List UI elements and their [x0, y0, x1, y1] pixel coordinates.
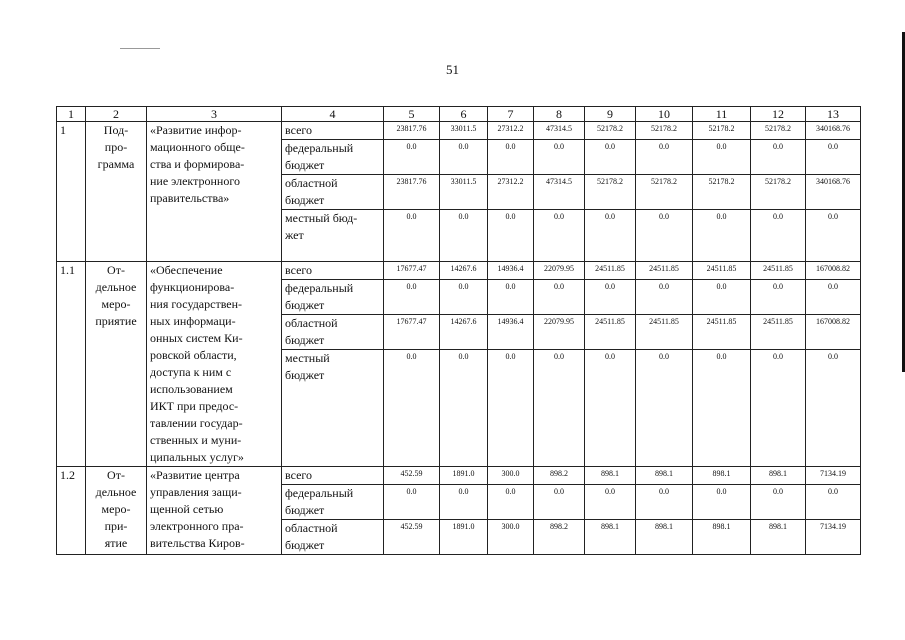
column-header: 3 — [147, 107, 282, 122]
table-row — [57, 262, 861, 280]
amount-cell: 24511.85 — [636, 315, 693, 350]
section-id: 1.2 — [57, 467, 86, 555]
amount-cell: 0.0 — [384, 350, 440, 467]
amount-cell: 0.0 — [693, 485, 751, 520]
amount-cell: 340168.76 — [806, 175, 861, 210]
amount-cell: 452.59 — [384, 467, 440, 485]
column-header: 13 — [806, 107, 861, 122]
amount-cell: 0.0 — [585, 140, 636, 175]
amount-cell: 0.0 — [534, 280, 585, 315]
amount-cell: 898.1 — [751, 520, 806, 555]
amount-cell: 898.2 — [534, 467, 585, 485]
budget-table — [56, 106, 861, 555]
amount-cell: 0.0 — [440, 485, 488, 520]
amount-cell: 167008.82 — [806, 315, 861, 350]
amount-cell: 0.0 — [440, 140, 488, 175]
funding-source-label: всего — [282, 467, 384, 485]
section-id: 1.1 — [57, 262, 86, 467]
amount-cell: 1891.0 — [440, 467, 488, 485]
amount-cell: 17677.47 — [384, 262, 440, 280]
amount-cell: 22079.95 — [534, 315, 585, 350]
amount-cell: 47314.5 — [534, 122, 585, 140]
amount-cell: 0.0 — [585, 350, 636, 467]
amount-cell: 300.0 — [488, 520, 534, 555]
funding-source-label: всего — [282, 122, 384, 140]
amount-cell: 52178.2 — [585, 122, 636, 140]
amount-cell: 452.59 — [384, 520, 440, 555]
amount-cell: 52178.2 — [585, 175, 636, 210]
column-header: 8 — [534, 107, 585, 122]
amount-cell: 0.0 — [693, 140, 751, 175]
amount-cell: 14936.4 — [488, 262, 534, 280]
funding-source-label: областной бюджет — [282, 175, 384, 210]
amount-cell: 898.1 — [751, 467, 806, 485]
amount-cell: 52178.2 — [636, 175, 693, 210]
amount-cell: 167008.82 — [806, 262, 861, 280]
amount-cell: 0.0 — [806, 140, 861, 175]
amount-cell: 0.0 — [384, 210, 440, 262]
amount-cell: 24511.85 — [585, 262, 636, 280]
amount-cell: 300.0 — [488, 467, 534, 485]
amount-cell: 0.0 — [806, 280, 861, 315]
funding-source-label: всего — [282, 262, 384, 280]
amount-cell: 0.0 — [488, 485, 534, 520]
amount-cell: 24511.85 — [751, 262, 806, 280]
amount-cell: 0.0 — [440, 280, 488, 315]
section-id: 1 — [57, 122, 86, 262]
amount-cell: 0.0 — [534, 485, 585, 520]
amount-cell: 898.1 — [693, 467, 751, 485]
section-type: Под- про- грамма — [86, 122, 147, 262]
amount-cell: 0.0 — [636, 210, 693, 262]
amount-cell: 24511.85 — [693, 262, 751, 280]
scan-mark — [120, 48, 160, 49]
section-title: «Обеспечение функционирова- ния государствен- ных информаци- онных систем Ки- ровской области, доступа к ним с использованием ИКТ при предос- тавлении государ- ственных и муни- ципальных услуг» — [147, 262, 282, 467]
amount-cell: 898.2 — [534, 520, 585, 555]
amount-cell: 17677.47 — [384, 315, 440, 350]
amount-cell: 24511.85 — [693, 315, 751, 350]
amount-cell: 33011.5 — [440, 175, 488, 210]
amount-cell: 23817.76 — [384, 175, 440, 210]
table-row — [57, 122, 861, 140]
column-header: 11 — [693, 107, 751, 122]
amount-cell: 0.0 — [585, 485, 636, 520]
amount-cell: 898.1 — [636, 467, 693, 485]
amount-cell: 0.0 — [585, 210, 636, 262]
amount-cell: 24511.85 — [585, 315, 636, 350]
amount-cell: 14267.6 — [440, 315, 488, 350]
amount-cell: 0.0 — [751, 485, 806, 520]
column-header: 4 — [282, 107, 384, 122]
table-header-row — [57, 107, 861, 122]
column-header: 2 — [86, 107, 147, 122]
column-header: 12 — [751, 107, 806, 122]
amount-cell: 24511.85 — [751, 315, 806, 350]
amount-cell: 898.1 — [636, 520, 693, 555]
funding-source-label: федеральный бюджет — [282, 485, 384, 520]
table-row — [57, 467, 861, 485]
amount-cell: 22079.95 — [534, 262, 585, 280]
amount-cell: 0.0 — [384, 140, 440, 175]
amount-cell: 0.0 — [806, 350, 861, 467]
section-title: «Развитие инфор- мационного обще- ства и формирова- ние электронного правительства» — [147, 122, 282, 262]
amount-cell: 0.0 — [636, 485, 693, 520]
amount-cell: 0.0 — [693, 350, 751, 467]
amount-cell: 7134.19 — [806, 520, 861, 555]
column-header: 1 — [57, 107, 86, 122]
amount-cell: 0.0 — [440, 350, 488, 467]
funding-source-label: федеральный бюджет — [282, 280, 384, 315]
column-header: 9 — [585, 107, 636, 122]
amount-cell: 52178.2 — [636, 122, 693, 140]
amount-cell: 0.0 — [488, 140, 534, 175]
amount-cell: 340168.76 — [806, 122, 861, 140]
amount-cell: 33011.5 — [440, 122, 488, 140]
amount-cell: 0.0 — [806, 485, 861, 520]
amount-cell: 52178.2 — [751, 122, 806, 140]
amount-cell: 14267.6 — [440, 262, 488, 280]
amount-cell: 0.0 — [384, 280, 440, 315]
amount-cell: 0.0 — [534, 350, 585, 467]
amount-cell: 0.0 — [751, 210, 806, 262]
amount-cell: 898.1 — [693, 520, 751, 555]
column-header: 7 — [488, 107, 534, 122]
amount-cell: 0.0 — [585, 280, 636, 315]
amount-cell: 0.0 — [636, 350, 693, 467]
amount-cell: 0.0 — [751, 280, 806, 315]
amount-cell: 47314.5 — [534, 175, 585, 210]
amount-cell: 0.0 — [534, 210, 585, 262]
amount-cell: 0.0 — [693, 210, 751, 262]
section-type: От- дельное меро- при- ятие — [86, 467, 147, 555]
page-number: 51 — [446, 62, 459, 77]
amount-cell: 0.0 — [636, 280, 693, 315]
amount-cell: 27312.2 — [488, 122, 534, 140]
amount-cell: 898.1 — [585, 520, 636, 555]
amount-cell: 23817.76 — [384, 122, 440, 140]
amount-cell: 898.1 — [585, 467, 636, 485]
amount-cell: 24511.85 — [636, 262, 693, 280]
amount-cell: 0.0 — [693, 280, 751, 315]
amount-cell: 52178.2 — [693, 122, 751, 140]
funding-source-label: федеральный бюджет — [282, 140, 384, 175]
amount-cell: 1891.0 — [440, 520, 488, 555]
amount-cell: 0.0 — [751, 140, 806, 175]
funding-source-label: местный бюджет — [282, 350, 384, 467]
amount-cell: 7134.19 — [806, 467, 861, 485]
column-header: 6 — [440, 107, 488, 122]
amount-cell: 0.0 — [440, 210, 488, 262]
funding-source-label: областной бюджет — [282, 520, 384, 555]
amount-cell: 52178.2 — [751, 175, 806, 210]
amount-cell: 0.0 — [806, 210, 861, 262]
amount-cell: 0.0 — [384, 485, 440, 520]
funding-source-label: местный бюд- жет — [282, 210, 384, 262]
funding-source-label: областной бюджет — [282, 315, 384, 350]
section-title: «Развитие центра управления защи- щенной сетью электронного пра- вительства Киров- — [147, 467, 282, 555]
section-type: От- дельное меро- приятие — [86, 262, 147, 467]
amount-cell: 14936.4 — [488, 315, 534, 350]
amount-cell: 52178.2 — [693, 175, 751, 210]
amount-cell: 0.0 — [751, 350, 806, 467]
amount-cell: 27312.2 — [488, 175, 534, 210]
amount-cell: 0.0 — [488, 350, 534, 467]
amount-cell: 0.0 — [534, 140, 585, 175]
amount-cell: 0.0 — [488, 210, 534, 262]
amount-cell: 0.0 — [636, 140, 693, 175]
column-header: 5 — [384, 107, 440, 122]
column-header: 10 — [636, 107, 693, 122]
amount-cell: 0.0 — [488, 280, 534, 315]
